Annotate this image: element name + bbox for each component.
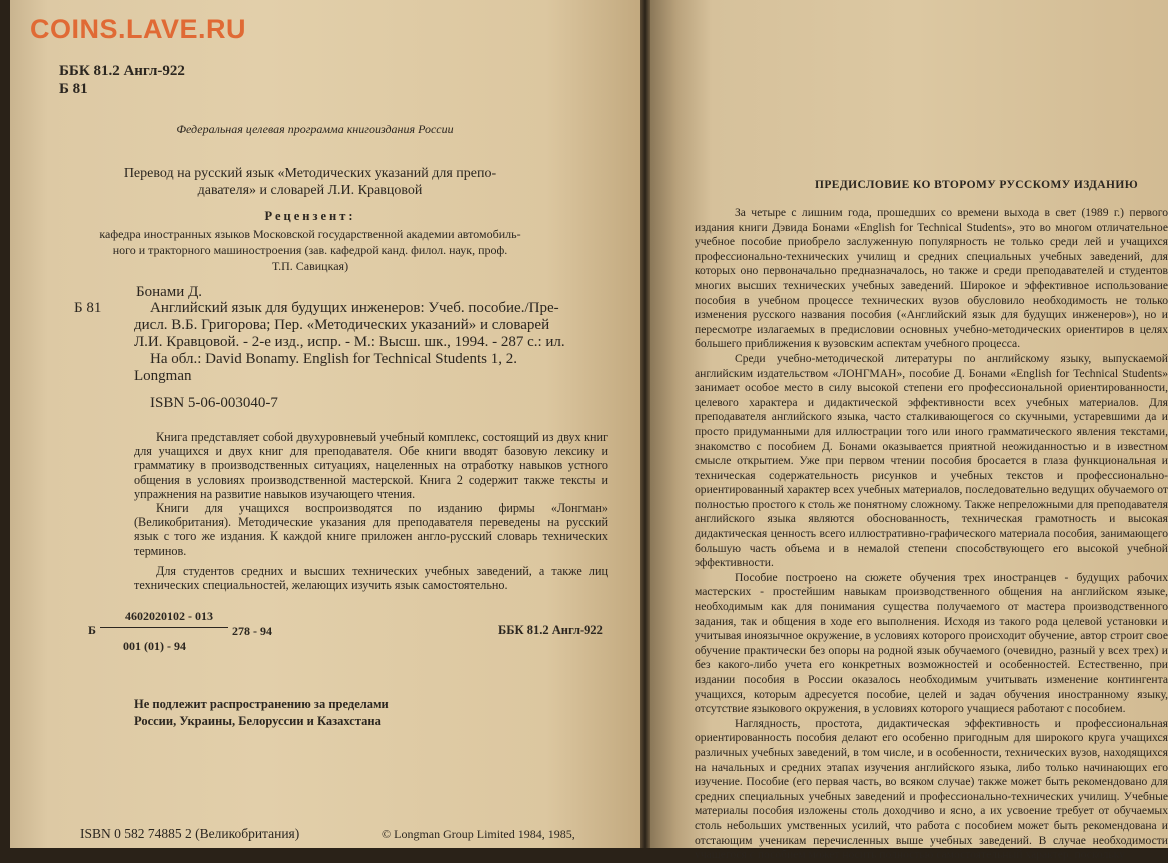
preface-paragraph: Среди учебно-методической литературы по английскому языку, выпускаемой английским издательством «ЛОНГМАН», пособие Д. Бонами «English for Technical Students» занимает особое место в силу высокой степени его профессиональной ориентированности, целевого характера и дидактической эффективности всех учебных материалов. Для преподавателя английского языка, часто сталкивающегося со скучными, устаревшими да и просто придуманными для иллюстрации того или иного грамматического явления текстами, знакомство с пособием Д. Бонами оказывается приятной неожиданностью и в известном смысле открытием. Уже при первом чтении пособия бросается в глаза функциональная и техническая содержательность рисунков и учебных текстов и профессионально-ориентированный характер всех учебных материалов, последовательно ведущих обучаемого от полностью простого к столь же понятному сложному. Также непреложными для преподавателя английского языка являются обоснованность, техническая грамотность и высокая дидактическая ценность всего иллюстративно-графического материала пособия, занимающего большую часть объема и в немалой степени способствующего его высокой учебной эффективности. xyxy=(695,351,1168,570)
fraction-right: 278 - 94 xyxy=(232,624,272,638)
bib-line-3: Л.И. Кравцовой. - 2-е изд., испр. - М.: Высш. шк., 1994. - 287 с.: ил. xyxy=(134,334,565,350)
fraction-denominator: 001 (01) - 94 xyxy=(123,639,186,653)
preface-paragraph: За четыре с лишним года, прошедших со времени выхода в свет (1989 г.) первого издания книги Дэвида Бонами «English for Technical Students», это во многом отличательное учебное пособие приобрело заслуженную популярность не только среди лей и учащихся профессионально-технических училищ и средних специальных учебных заведений, для которых оно первоначально предназначалось, но также и среди преподавателей и студентов многих высших технических учебных заведений. Широкое и эффективное использование пособия в учебном процессе технических вузов обусловило необходимость не только изменения русского названия пособия («Английский язык для будущих инженеров»), но и пересмотре излагаемых в предисловии основных учебно-методических ориентиров в целях большего приближения к вузовским аспектам учебного процесса. xyxy=(695,206,1168,351)
isbn-ru: ISBN 5-06-003040-7 xyxy=(150,395,278,411)
bib-line-2: дисл. В.Б. Григорова; Пер. «Методических указаний» и словарей xyxy=(134,317,550,333)
isbn-uk: ISBN 0 582 74885 2 (Великобритания) xyxy=(80,826,300,841)
description-paragraph: Книги для учащихся воспроизводятся по изданию фирмы «Лонгман» (Великобритания). Методические указания для преподавателя переведены на русский язык с того же издания. К каждой книге приложен англо-русский словарь технических терминов. xyxy=(134,501,608,558)
book-code-top: Б 81 xyxy=(59,81,88,97)
reviewer-line-2: ного и тракторного машиностроения (зав. кафедрой канд. филол. наук, проф. xyxy=(112,243,508,257)
right-page xyxy=(650,0,1168,862)
reviewer-line-1: кафедра иностранных языков Московской государственной академии автомобиль- xyxy=(99,227,521,241)
bib-line-4: На обл.: David Bonamy. English for Technical Students 1, 2. xyxy=(150,351,517,367)
copyright-line: © Longman Group Limited 1984, 1985, xyxy=(382,827,575,841)
bib-line-5: Longman xyxy=(134,368,192,384)
site-watermark: COINS.LAVE.RU xyxy=(30,14,247,44)
left-page xyxy=(10,0,640,848)
reviewer-heading: Рецензент: xyxy=(264,209,356,223)
fraction-line xyxy=(100,627,228,628)
preface-text xyxy=(695,206,1168,862)
reviewer-line-3: Т.П. Савицкая) xyxy=(271,259,349,273)
book-gutter xyxy=(640,0,650,848)
notice-line-1: Не подлежит распространению за пределами xyxy=(134,697,389,711)
bbk-code-top: ББК 81.2 Англ-922 xyxy=(59,63,185,79)
preface-paragraph: Пособие построено на сюжете обучения трех иностранцев - будущих рабочих мастерских - простейшим навыкам производственного общения на английском языке, необходимым как для понимания существа получаемого от мастера производственного задания, так и общения в ходе его выполнения. Исходя из такого рода целевой установки и учитывая иноязычное окружение, в условиях которого происходит обучение, автор строит свое обучение практически без опоры на родной язык обучаемого (очевидно, разный у всех трех) и без какого-либо учета его конкретных возможностей и особенностей. Естественно, при издании пособия в России оказалось необходимым учитывать изменение контингента учащихся, которым адресуется пособие, целей и задач обучения иностранному языку, отсутствие языкового окружения, в условиях которого учащиеся работают с пособием. xyxy=(695,570,1168,716)
description-paragraph: Книга представляет собой двухуровневый учебный комплекс, состоящий из двух книг для учащихся и двух книг для преподавателя. Обе книги вводят базовую лексику и грамматику в производственных ситуациях, нацеленных на отработку навыков устного общения в условиях производственной мастерской. Книга 2 содержит также тексты и упражнения на развитие навыков изучающего чтения. xyxy=(134,430,608,501)
fraction-numerator: 4602020102 - 013 xyxy=(125,609,213,623)
notice-line-2: России, Украины, Белоруссии и Казахстана xyxy=(134,714,381,728)
side-code: Б 81 xyxy=(74,300,102,316)
fraction-letter: Б xyxy=(88,623,96,637)
program-line: Федеральная целевая программа книгоиздания России xyxy=(176,122,454,136)
preface-paragraph: Наглядность, простота, дидактическая эффективность и профессиональная ориентированность пособия делают его особенно пригодным для широкого круга учащихся различных учебных заведений, в том числе, и в особенности, технических вузов, находящихся на начальных и средних этапах изучения английского языка, либо только начинающих его изучение. Пособие (его первая часть, во всяком случае) также может быть рекомендовано для средних специальных учебных заведений и профессионально-технических училищ. Учебные материалы пособия изложены столь доходчиво и ясно, а их усвоение требует от обучаемых столь небольших умственных усилий, что работа с пособием может быть рекомендована и отстающим ученикам перечисленных выше учебных заведений. В случае необходимости учащегося с пособием может носить полностью самостоятельный характер, поскольку xyxy=(695,716,1168,862)
bib-line-1: Английский язык для будущих инженеров: Учеб. пособие./Пре- xyxy=(150,300,559,316)
bbk-code-bottom: ББК 81.2 Англ-922 xyxy=(498,623,603,637)
translation-line-1: Перевод на русский язык «Методических указаний для препо- xyxy=(123,166,497,181)
translation-line-2: давателя» и словарей Л.И. Кравцовой xyxy=(197,183,423,198)
author-name: Бонами Д. xyxy=(136,284,203,300)
description-paragraph: Для студентов средних и высших технических учебных заведений, а также лиц технических специальностей, желающих изучить язык самостоятельно. xyxy=(134,563,608,593)
preface-heading: ПРЕДИСЛОВИЕ КО ВТОРОМУ РУССКОМУ ИЗДАНИЮ xyxy=(815,179,1139,191)
description xyxy=(134,430,608,592)
